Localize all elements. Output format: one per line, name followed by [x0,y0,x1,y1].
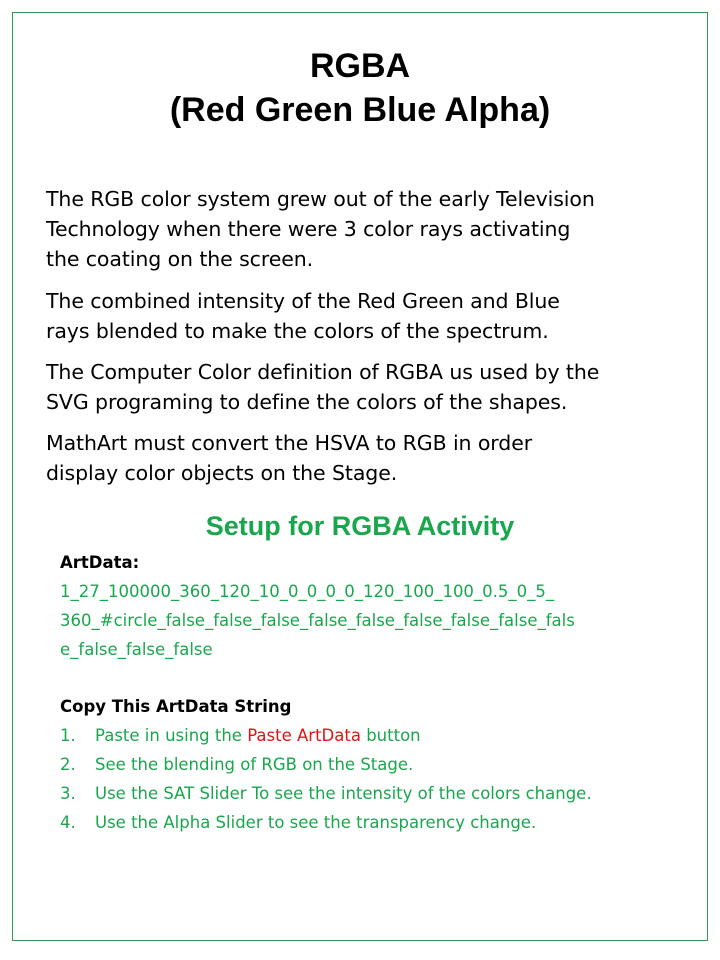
paragraph-line: SVG programing to define the colors of the shapes. [46,390,568,414]
paragraph-line: rays blended to make the colors of the spectrum. [46,319,549,343]
step-text-after: button [360,726,421,745]
list-item [60,721,700,750]
page-title-line-2: (Red Green Blue Alpha) [169,91,551,129]
paragraph-rgb-history [46,184,686,274]
paragraph-computer-color [46,357,686,417]
artdata-line: 360_#circle_false_false_false_false_false_false_false_false_fals [60,611,575,630]
step-number: 4. [60,813,76,832]
list-item [60,779,700,808]
paragraph-line: Technology when there were 3 color rays activating [46,217,571,241]
paste-artdata-highlight: Paste ArtData [247,726,361,745]
setup-heading: Setup for RGBA Activity [205,511,515,541]
artdata-label: ArtData: [60,553,140,572]
list-item [60,808,700,837]
step-number: 2. [60,755,76,774]
artdata-line: e_false_false_false [60,640,213,659]
paragraph-combined-intensity [46,286,686,346]
step-text [95,721,421,750]
paragraph-line: The Computer Color definition of RGBA us used by the [46,360,600,384]
page-title-line-1: RGBA [309,47,411,85]
step-text: Use the Alpha Slider to see the transparency change. [95,813,537,832]
paragraph-line: display color objects on the Stage. [46,461,398,485]
artdata-line: 1_27_100000_360_120_10_0_0_0_0_120_100_100_0.5_0_5_ [60,582,555,601]
paragraph-mathart-convert [46,428,686,488]
step-number: 1. [60,726,76,745]
paragraph-line: The RGB color system grew out of the early Television [46,187,595,211]
step-text-before: Paste in using the [95,726,248,745]
artdata-string [60,577,680,664]
step-text: Use the SAT Slider To see the intensity of the colors change. [95,784,592,803]
list-item [60,750,700,779]
step-number: 3. [60,784,76,803]
copy-artdata-label: Copy This ArtData String [60,697,292,716]
paragraph-line: the coating on the screen. [46,247,314,271]
paragraph-line: The combined intensity of the Red Green and Blue [46,289,560,313]
paragraph-line: MathArt must convert the HSVA to RGB in order [46,431,533,455]
instruction-list [60,721,700,837]
step-text: See the blending of RGB on the Stage. [95,755,414,774]
